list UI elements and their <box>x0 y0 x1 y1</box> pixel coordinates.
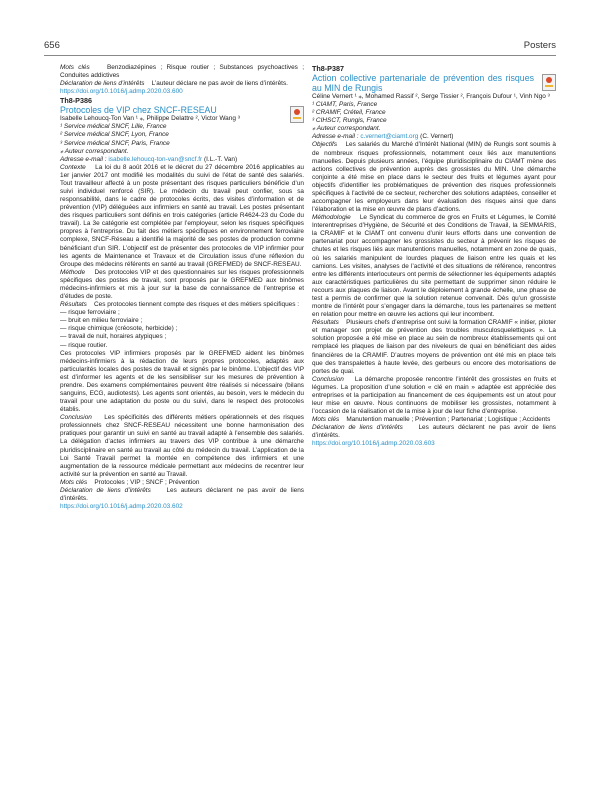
keywords: Mots clés Manutention manuelle ; Prévention ; Partenariat ; Logistique ; Accidents <box>312 416 551 424</box>
contexte-paragraph: Contexte La loi du 8 août 2016 et le décret du 27 décembre 2016 applicables au 1er janvier 2017 ont modifié les modalités du suivi de l’état de santé des salariés. Tout travailleur affecté à un poste présentant des risques particuliers bénéficie d’un suivi individuel renforcé (SIR). Le médecin du travail peut confier, sous sa responsabilité, dans le cadre de protocoles écrits, des visites d’information et de prévention (VIP) déléguées aux infirmiers en santé au travail. Les postes présentant des risques particuliers sont définis en trois catégories (article R4624-23 du Code du travail). La 3e catégorie est complétée par l’employeur, selon les risques spécifiques propres à l’entreprise. Du fait des métiers spécifiques en environnement ferroviaire complexe, SNCF-Réseau a identifié la majorité de ses postes de production comme bénéficiant d’un SIR. L’objectif est de présenter des protocoles de VIP infirmier pour les agents de Maintenance et Travaux et de Circulation issus d’une réflexion du Groupe des médecins référents en santé au travail (GREFMED) de SNCF-RESEAU. <box>60 163 304 268</box>
declaration: Déclaration de liens d’intérêts Les auteurs déclarent ne pas avoir de liens d’intérêts. <box>60 486 305 502</box>
corresponding-author: ⁎ Auteur correspondant. <box>60 147 129 155</box>
email-line: Adresse e-mail : c.vernert@ciamt.org (C. Vernert) <box>312 133 454 141</box>
conclusion-paragraph: Conclusion La démarche proposée rencontre l’intérêt des grossistes en fruits et légumes. La proposition d’une solution « clé en main » adaptée est appréciée des entreprises et la participation au financement de ces équipements est un atout pour leur mise en œuvre. Nous continuons de mobiliser les grossistes, notamment à l’occasion de la réalisation et de la mise à jour de leur fiche d’entreprise. <box>312 375 557 416</box>
affiliation-2: ² Service médical SNCF, Lyon, France <box>60 131 169 139</box>
prev-doi-link[interactable]: https://doi.org/10.1016/j.admp.2020.03.600 <box>60 88 183 96</box>
list-item: — travail de nuit, horaires atypiques ; <box>60 333 167 341</box>
left-column <box>60 64 304 511</box>
section-name: Posters <box>523 40 556 51</box>
running-header <box>44 40 556 54</box>
doi-link[interactable]: https://doi.org/10.1016/j.admp.2020.03.603 <box>312 440 435 448</box>
email-link[interactable]: isabelle.lehoucq-ton-van@sncf.fr <box>108 155 203 163</box>
list-item: — risque chimique (créosote, herbicide) ; <box>60 325 178 333</box>
conclusion-paragraph: Conclusion Les spécificités des différents métiers opérationnels et des risques professionnels chez SNCF-RESEAU nécessitent une bonne harmonisation des pratiques pour garantir un suivi en santé au travail adapté à l’ensemble des salariés. La délégation d’actes infirmiers au travers des VIP contribue à une démarche pluridisciplinaire en santé au travail au côté du médecin du travail. L’application de la Loi Santé Travail permet la montée en compétence des infirmiers et une augmentation de la ressource médicale permettant aux médecins de recentrer leur activité sur la prévention en santé au Travail. <box>60 414 305 478</box>
authors: Céline Vernert ¹ ⁎, Mohamed Rassif ², Serge Tissier ², François Dufour ¹, Vinh Ngo ³ <box>312 93 550 100</box>
abstract-code: Th8-P386 <box>60 96 92 106</box>
abstract-code: Th8-P387 <box>312 64 344 73</box>
email-link[interactable]: c.vernert@ciamt.org <box>360 133 419 141</box>
abstract-title: Protocoles de VIP chez SNCF-RESEAU <box>60 105 217 116</box>
affiliation-1: ¹ Service médical SNCF, Lille, France <box>60 123 167 131</box>
affiliation-2: ² CRAMIF, Créteil, France <box>312 109 386 117</box>
affiliation-3: ³ CIHSCT, Rungis, France <box>312 117 387 125</box>
right-column <box>312 64 556 448</box>
abstract-title: Action collective partenariale de prévention des risques au MIN de Rungis <box>312 73 534 93</box>
list-item: — risque ferroviaire ; <box>60 309 120 317</box>
affiliation-3: ³ Service médical SNCF, Paris, France <box>60 139 170 147</box>
prev-declaration: Déclaration de liens d’intérêts L’auteur déclare ne pas avoir de liens d’intérêts. <box>60 80 288 88</box>
methodologie-paragraph: Méthodologie Le Syndicat du commerce de gros en Fruits et Légumes, le Comité Interentreprises d’Hygiène, de Sécurité et des Conditions de Travail, la SEMMARIS, la CRAMIF et le CIAMT ont convenu d’unir leurs efforts dans une convention de partenariat pour accompagner les grossistes du secteur à prévenir les risques de chutes et les risques liés aux manutentions manuelles, notamment en zone de quais, où les salariés manipulent de lourdes plaques de liaison entre les quais et les camions. Les visites, analyses de l’activité et des situations de référence, rencontres entre les différents interlocuteurs ont permis de sélectionner les équipements adaptés aux caractéristiques particulières du site permettant de supprimer sinon réduire le recours aux plaques de liaison. Avant le déploiement à grande échelle, une phase de test a permis de confirmer que la solution retenue convenait. Dès qu’un grossiste montre de l’intérêt pour s’engager dans la démarche, tous les partenaires se mettent en relation pour mettre en œuvre les actions qui leur incombent. <box>312 214 557 319</box>
abstract-th8-p386 <box>60 96 304 511</box>
methode-paragraph: Méthode Des protocoles VIP et des questionnaires sur les risques professionnels spécifiques des postes de travail, sont proposés par le GREFMED aux binômes médecins-infirmiers et mis à jour sur la base de connaissance de l’entreprise et d’études de poste. <box>60 268 305 301</box>
list-item: — risque routier. <box>60 341 108 349</box>
corresponding-author: ⁎ Auteur correspondant. <box>312 125 381 133</box>
keywords: Mots clés Protocoles ; VIP ; SNCF ; Prévention <box>60 478 200 486</box>
prev-keywords: Mots clés Benzodiazépines ; Risque routier ; Substances psychoactives ; Conduites addictives <box>60 64 304 80</box>
declaration: Déclaration de liens d’intérêts Les auteurs déclarent ne pas avoir de liens d’intérêts. <box>312 424 557 440</box>
resultats-paragraph: Résultats Ces protocoles tiennent compte des risques et des métiers spécifiques : <box>60 301 300 309</box>
resultats-paragraph-2: Ces protocoles VIP infirmiers proposés par le GREFMED aident les binômes médecins-infirmiers à la rédaction de leurs propres protocoles, adaptés aux particularités locales des postes de travail et signés par le binôme. L’objectif des VIP est d’informer les agents et de les sensibiliser sur les mesures de prévention à prendre. Des examens complémentaires peuvent être réalisés si nécessaire (bilans sanguins, ECG, audiotests). Les agents sont orientés, au besoin, vers le médecin du travail pour une adaptation du poste ou du suivi, dans le respect des protocoles établis. <box>60 349 304 414</box>
affiliation-1: ¹ CIAMT, Paris, France <box>312 101 378 109</box>
doi-link[interactable]: https://doi.org/10.1016/j.admp.2020.03.602 <box>60 503 183 511</box>
authors: Isabelle Lehoucq-Ton Van ¹ ⁎, Philippe Delattre ², Victor Wang ³ <box>60 115 240 123</box>
header-rule <box>44 55 556 56</box>
list-item: — bruit en milieu ferroviaire ; <box>60 317 143 325</box>
page-number: 656 <box>44 40 60 51</box>
crossmark-icon[interactable] <box>290 106 304 123</box>
crossmark-icon[interactable] <box>542 74 556 91</box>
email-line: Adresse e-mail : isabelle.lehoucq-ton-van@sncf.fr (I.L.-T. Van) <box>60 155 238 163</box>
objectifs-paragraph: Objectifs Les salariés du Marché d’Intérêt National (MIN) de Rungis sont soumis à de nombreux risques professionnels, notamment ceux liés aux manutentions manuelles. Depuis plusieurs années, l’équipe pluridisciplinaire du CIAMT mène des actions collectives de prévention auprès des grossistes du MIN. Une démarche conjointe a été mise en place dans le secteur des fruits et légumes ayant pour objectifs d’identifier les problématiques de prévention des risques professionnels spécifiques à l’activité de ce secteur, rechercher des solutions adaptées, conseiller et accompagner les employeurs dans leur évaluation des risques ainsi que dans l’élaboration et la mise en œuvre de plans d’actions. <box>312 141 556 214</box>
resultats-paragraph: Résultats Plusieurs chefs d’entreprise ont suivi la formation CRAMIF « initier, piloter et manager son projet de prévention des troubles musculosquelettiques ». La solution proposée a été mise en place au sein de nombreux établissements qui ont remplacé les plaques de liaison par des niveleurs de quai en bénéficiant des aides financières de la CRAMIF. D’autres moyens de prévention ont été mis en place tels que des transpalettes à haute levée, des gerbeurs ou encore des motorisations de portes de quai. <box>312 319 556 375</box>
abstract-th8-p387 <box>312 64 556 448</box>
